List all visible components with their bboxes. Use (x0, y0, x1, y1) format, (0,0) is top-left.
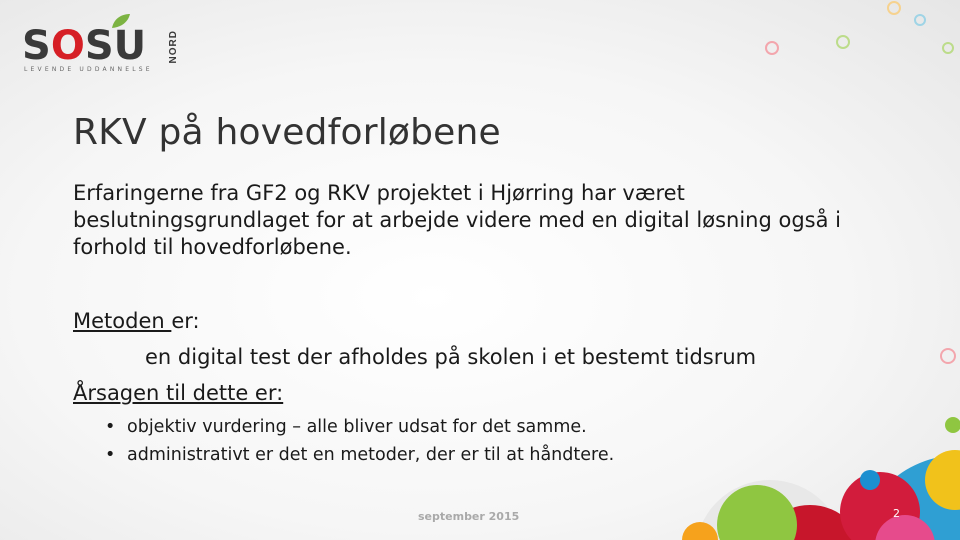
list-item-text: administrativt er det en metoder, der er til at håndtere. (127, 445, 615, 465)
aarsagen-label: Årsagen til dette er: (73, 381, 284, 405)
page-number: 2 (893, 507, 900, 520)
reasons-list (105, 413, 614, 469)
metoden-text: en digital test der afholdes på skolen i et bestemt tidsrum (145, 345, 757, 369)
logo-letters-su: SU (84, 23, 147, 69)
logo-letter-o: O (50, 23, 85, 69)
logo-letter-s: S (22, 23, 51, 69)
metoden-line (73, 308, 200, 335)
intro-paragraph: Erfaringerne fra GF2 og RKV projektet i Hjørring har været beslutningsgrundlaget for at arbejde videre med en digital løsning også i forhold til hovedforløbene. (73, 181, 841, 259)
list-item (105, 413, 614, 441)
bullet-icon: • (105, 417, 116, 437)
logo-wordmark (22, 23, 147, 69)
metoden-label: Metoden (73, 309, 172, 333)
list-item-text: objektiv vurdering – alle bliver udsat for det samme. (127, 417, 587, 437)
logo-tagline: LEVENDE UDDANNELSE (24, 66, 153, 73)
bullet-icon: • (105, 445, 116, 465)
metoden-suffix: er: (171, 309, 200, 333)
sosu-logo (20, 12, 180, 74)
slide-title: RKV på hovedforløbene (73, 112, 501, 153)
list-item (105, 441, 614, 469)
logo-side-text: NORD (168, 30, 179, 64)
footer-date: september 2015 (418, 510, 520, 523)
